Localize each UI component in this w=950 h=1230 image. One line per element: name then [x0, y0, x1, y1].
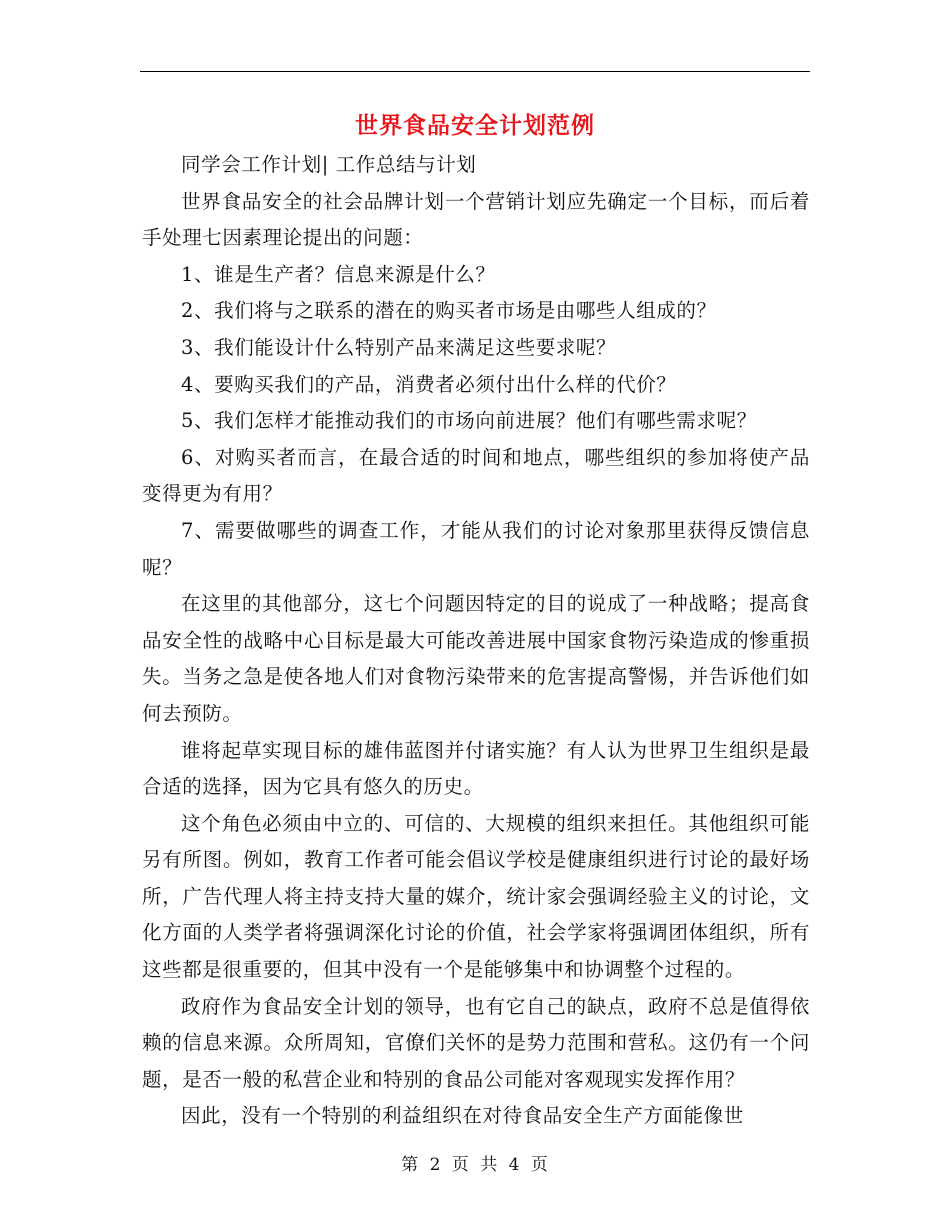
document-body	[142, 147, 810, 1135]
question-item-5: 5、我们怎样才能推动我们的市场向前进展？他们有哪些需求呢？	[181, 409, 757, 433]
footer-total-word: 共	[480, 1155, 499, 1175]
total-pages-number: 4	[508, 1155, 521, 1175]
paragraph-intro: 世界食品安全的社会品牌计划一个营销计划应先确定一个目标，而后着手处理七因素理论提出的问题：	[142, 189, 810, 250]
paragraph-conclusion: 因此，没有一个特别的利益组织在对待食品安全生产方面能像世	[181, 1104, 744, 1128]
paragraph-who: 谁将起草实现目标的雄伟蓝图并付诸实施？有人认为世界卫生组织是最合适的选择，因为它具有悠久的历史。	[142, 738, 810, 799]
footer-page-word: 页	[451, 1155, 470, 1175]
question-item-6: 6、对购买者而言，在最合适的时间和地点，哪些组织的参加将使产品变得更为有用？	[142, 445, 810, 506]
footer-prefix: 第	[401, 1155, 420, 1175]
question-item-7: 7、需要做哪些的调查工作，才能从我们的讨论对象那里获得反馈信息呢？	[142, 518, 810, 579]
paragraph-strategy: 在这里的其他部分，这七个问题因特定的目的说成了一种战略；提高食品安全性的战略中心目标是最大可能改善进展中国家食物污染造成的惨重损失。当务之急是使各地人们对食物污染带来的危害提高警惕，并告诉他们如何去预防。	[142, 592, 810, 725]
footer-suffix: 页	[530, 1155, 549, 1175]
question-item-2: 2、我们将与之联系的潜在的购买者市场是由哪些人组成的？	[181, 299, 717, 323]
document-title: 世界食品安全计划范例	[355, 112, 595, 139]
question-item-1: 1、谁是生产者？信息来源是什么？	[181, 262, 496, 286]
paragraph-role: 这个角色必须由中立的、可信的、大规模的组织来担任。其他组织可能另有所图。例如，教育工作者可能会倡议学校是健康组织进行讨论的最好场所，广告代理人将主持支持大量的媒介，统计家会强调经验主义的讨论，文化方面的人类学者将强调深化讨论的价值，社会学家将强调团体组织，所有这些都是很重要的，但其中没有一个是能够集中和协调整个过程的。	[142, 811, 810, 982]
question-item-4: 4、要购买我们的产品，消费者必须付出什么样的代价？	[181, 372, 677, 396]
paragraph-government: 政府作为食品安全计划的领导，也有它自己的缺点，政府不总是值得依赖的信息来源。众所周知，官僚们关怀的是势力范围和营私。这仍有一个问题，是否一般的私营企业和特别的食品公司能对客观现实发挥作用？	[142, 994, 810, 1091]
question-item-3: 3、我们能设计什么特别产品来满足这些要求呢？	[181, 335, 617, 359]
current-page-number: 2	[429, 1155, 442, 1175]
header-rule	[140, 71, 810, 72]
paragraph-subtitle: 同学会工作计划| 工作总结与计划	[181, 153, 477, 176]
page-footer	[0, 1153, 950, 1177]
